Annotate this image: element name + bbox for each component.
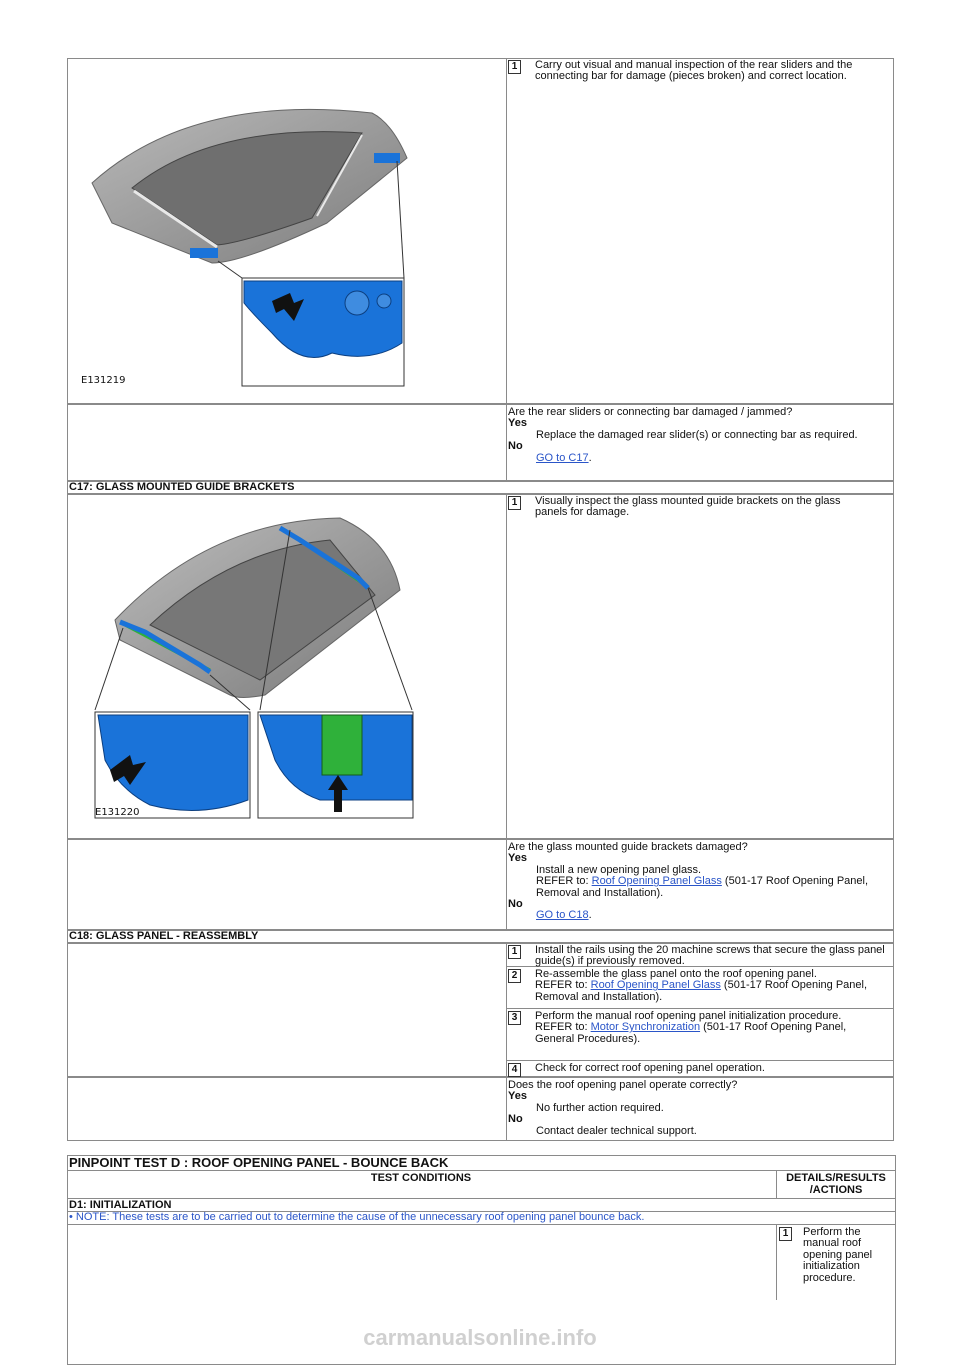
c17-question-block bbox=[508, 842, 892, 922]
no-after: . bbox=[588, 451, 592, 464]
no-action bbox=[508, 453, 892, 464]
question-text: Does the roof opening panel operate correctly? bbox=[508, 1079, 738, 1091]
col-header-test-conditions: TEST CONDITIONS bbox=[370, 1172, 472, 1184]
no-label: No bbox=[508, 1113, 523, 1126]
step-number: 1 bbox=[779, 1227, 792, 1241]
no-text: Contact dealer technical support. bbox=[536, 1124, 697, 1137]
no-after: . bbox=[588, 909, 592, 922]
c18-question-block bbox=[508, 1080, 892, 1137]
figure-e131219 bbox=[72, 63, 502, 393]
step-text: Check for correct roof opening panel operation. bbox=[535, 1062, 765, 1074]
step-text: Carry out visual and manual inspection of the rear sliders and the connecting bar for damage (pieces broken) and correct location. bbox=[535, 59, 853, 83]
step-number: 4 bbox=[508, 1063, 521, 1077]
watermark-text: carmanualsonline.info bbox=[363, 1325, 597, 1350]
c17-step1-divider bbox=[506, 494, 507, 839]
refer-prefix: REFER to: bbox=[535, 979, 591, 992]
c16-question-divider bbox=[506, 404, 507, 481]
header-divider bbox=[67, 1198, 896, 1199]
yes-label: Yes bbox=[508, 1090, 527, 1103]
step-number: 1 bbox=[508, 945, 521, 959]
yes-text: Replace the damaged rear slider(s) or connecting bar as required. bbox=[536, 428, 858, 441]
step-text: Install the rails using the 20 machine screws that secure the glass panel guide(s) if previously removed. bbox=[535, 944, 885, 968]
step-number: 1 bbox=[508, 496, 521, 510]
roof-rear-sliders-illustration bbox=[72, 63, 502, 393]
step-text: Perform the manual roof opening panel initialization procedure. bbox=[535, 1010, 842, 1022]
step-text: Re-assemble the glass panel onto the roof opening panel. bbox=[535, 968, 817, 980]
no-label: No bbox=[508, 898, 523, 911]
d1-step-col-divider bbox=[776, 1225, 777, 1300]
step-text-block bbox=[535, 969, 892, 1003]
goto-c18-link[interactable]: GO to C18 bbox=[536, 909, 589, 922]
figure-id-label: E131220 bbox=[95, 807, 140, 818]
refer-suffix: (501-17 Roof Opening Panel, Removal and Installation). bbox=[535, 979, 868, 1003]
refer-suffix: (501-17 Roof Opening Panel, General Procedures). bbox=[535, 1021, 847, 1045]
roof-opening-panel-glass-link[interactable]: Roof Opening Panel Glass bbox=[590, 979, 721, 992]
refer-suffix: (501-17 Roof Opening Panel, Removal and Installation). bbox=[536, 875, 869, 899]
question-text: Are the rear sliders or connecting bar damaged / jammed? bbox=[508, 406, 793, 418]
yes-label: Yes bbox=[508, 417, 527, 430]
yes-text: No further action required. bbox=[536, 1101, 664, 1114]
figure-id-label: E131219 bbox=[81, 375, 126, 386]
step-text: Visually inspect the glass mounted guide brackets on the glass panels for damage. bbox=[535, 495, 841, 519]
c18-question-divider bbox=[506, 1077, 507, 1141]
no-action bbox=[508, 910, 892, 921]
pinpoint-d-title: PINPOINT TEST D : ROOF OPENING PANEL - BOUNCE BACK bbox=[69, 1155, 449, 1170]
yes-text: Install a new opening panel glass. bbox=[536, 863, 702, 876]
goto-c17-link[interactable]: GO to C17 bbox=[536, 451, 589, 464]
no-label: No bbox=[508, 440, 523, 453]
step-text-block bbox=[535, 1011, 875, 1045]
refer-prefix: REFER to: bbox=[536, 875, 592, 888]
refer-line bbox=[535, 1022, 875, 1045]
c17-title: C17: GLASS MOUNTED GUIDE BRACKETS bbox=[67, 481, 894, 494]
figure-e131220 bbox=[90, 500, 490, 825]
refer-line bbox=[508, 876, 892, 899]
c16-question-block bbox=[508, 407, 892, 464]
refer-prefix: REFER to: bbox=[535, 1021, 591, 1034]
d1-title: D1: INITIALIZATION bbox=[69, 1199, 172, 1211]
question-text: Are the glass mounted guide brackets damaged? bbox=[508, 841, 748, 853]
note-divider bbox=[67, 1224, 896, 1225]
title-divider bbox=[67, 1170, 896, 1171]
motor-synchronization-link[interactable]: Motor Synchronization bbox=[590, 1021, 701, 1034]
note-text: • NOTE: These tests are to be carried out to determine the cause of the unnecessary roof opening panel bounce back. bbox=[69, 1211, 645, 1223]
c18-title: C18: GLASS PANEL - REASSEMBLY bbox=[67, 930, 894, 943]
step-text: Perform the manual roof opening panel initialization procedure. bbox=[803, 1226, 873, 1284]
step-number: 2 bbox=[508, 969, 521, 983]
yes-label: Yes bbox=[508, 852, 527, 865]
col-header-details-results: DETAILS/RESULTS /ACTIONS bbox=[786, 1172, 886, 1196]
refer-line bbox=[535, 980, 892, 1003]
glass-guide-brackets-illustration bbox=[90, 500, 490, 825]
c16-step1-divider bbox=[506, 58, 507, 404]
roof-opening-panel-glass-link[interactable]: Roof Opening Panel Glass bbox=[591, 875, 722, 888]
step-number: 1 bbox=[508, 60, 521, 74]
c17-question-divider bbox=[506, 839, 507, 930]
step-number: 3 bbox=[508, 1011, 521, 1025]
